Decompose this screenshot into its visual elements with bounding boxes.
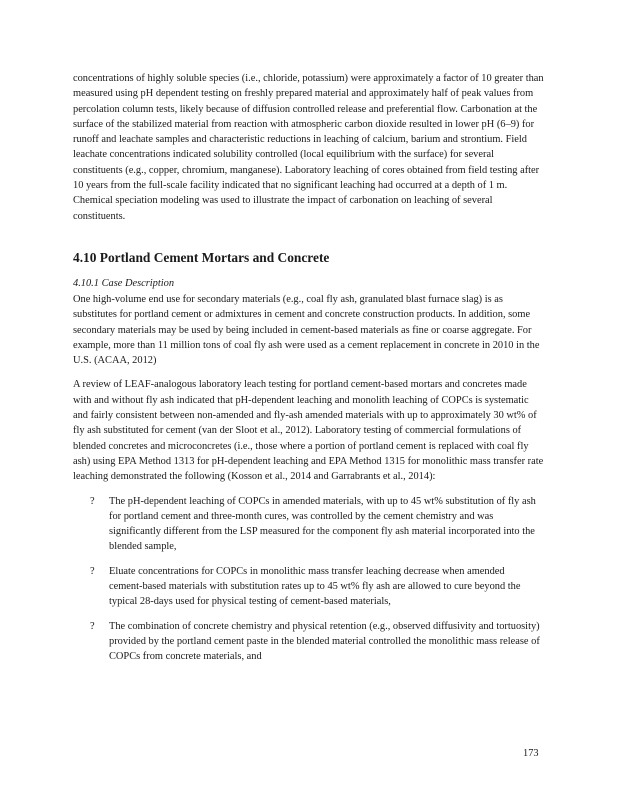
bullet-marker: ?: [90, 565, 95, 577]
bullet-marker: ?: [90, 620, 95, 632]
list-item-text: The pH‑dependent leaching of COPCs in amended materials, with up to 45 wt% substitution of fly ash for portland cement and three‑month cures, was controlled by the cement chemistry and was significantly different from the LSP measured for the component fly ash material incorporated into the blended sample,: [109, 495, 536, 553]
list-item-text: The combination of concrete chemistry and physical retention (e.g., observed diffusivity and tortuosity) provided by the portland cement paste in the blended material controlled the monolithic mass release of COPCs from concrete materials, and: [109, 620, 540, 663]
list-item: [73, 494, 545, 555]
subsection-heading: 4.10.1 Case Description: [73, 277, 175, 289]
intro-paragraph: concentrations of highly soluble species (i.e., chloride, potassium) were approximately a factor of 10 greater than measured using pH dependent testing on freshly prepared material and approximately half of peak values from percolation column tests, likely because of diffusion controlled release and preferential flow. Carbonation at the surface of the stabilized material from reaction with atmospheric carbon dioxide resulted in lower pH (6–9) for runoff and leachate samples and characteristic reductions in leaching of calcium, barium and strontium. Field leachate concentrations indicated solubility controlled (local equilibrium with the surface) for several constituents (e.g., copper, chromium, manganese). Laboratory leaching of cores obtained from field testing after 10 years from the full‑scale facility indicated that no significant leaching had occurred at a depth of 1 m. Chemical speciation modeling was used to illustrate the impact of carbonation on leaching of several constituents.: [73, 73, 544, 222]
list-item: [73, 564, 545, 610]
list-item-text: Eluate concentrations for COPCs in monolithic mass transfer leaching decrease when amended cement‑based materials with substitution rates up to 45 wt% fly ash are allowed to cure beyond the typical 28‑days used for physical testing of cement‑based materials,: [109, 565, 521, 608]
document-page: [73, 71, 545, 674]
bullet-marker: ?: [90, 495, 95, 507]
page-number: 173: [523, 748, 539, 759]
list-item: [73, 619, 545, 665]
body-paragraph-2: A review of LEAF‑analogous laboratory leach testing for portland cement‑based mortars and concretes made with and without fly ash indicated that pH‑dependent leaching and monolith leaching of COPCs is systematic and fairly consistent between non‑amended and fly‑ash amended materials with up to approximately 30 wt% of fly ash substituted for cement (van der Sloot et al., 2012). Laboratory testing of commercial formulations of blended concretes and microconcretes (i.e., those where a portion of portland cement is replaced with coal fly ash) using EPA Method 1313 for pH‑dependent leaching and EPA Method 1315 for monolithic mass transfer rate leaching demonstrated the following (Kosson et al., 2014 and Garrabrants et al., 2014):: [73, 379, 544, 483]
findings-list: [73, 494, 545, 665]
body-paragraph-1: One high‑volume end use for secondary materials (e.g., coal fly ash, granulated blast furnace slag) is as substitutes for portland cement or admixtures in cement and concrete construction products. In addition, some secondary materials may be used by being included in cement‑based materials as fine or coarse aggregate. For example, more than 11 million tons of coal fly ash were used as a cement replacement in concrete in 2010 in the U.S. (ACAA, 2012): [73, 293, 540, 367]
section-heading: 4.10 Portland Cement Mortars and Concrete: [73, 249, 330, 265]
